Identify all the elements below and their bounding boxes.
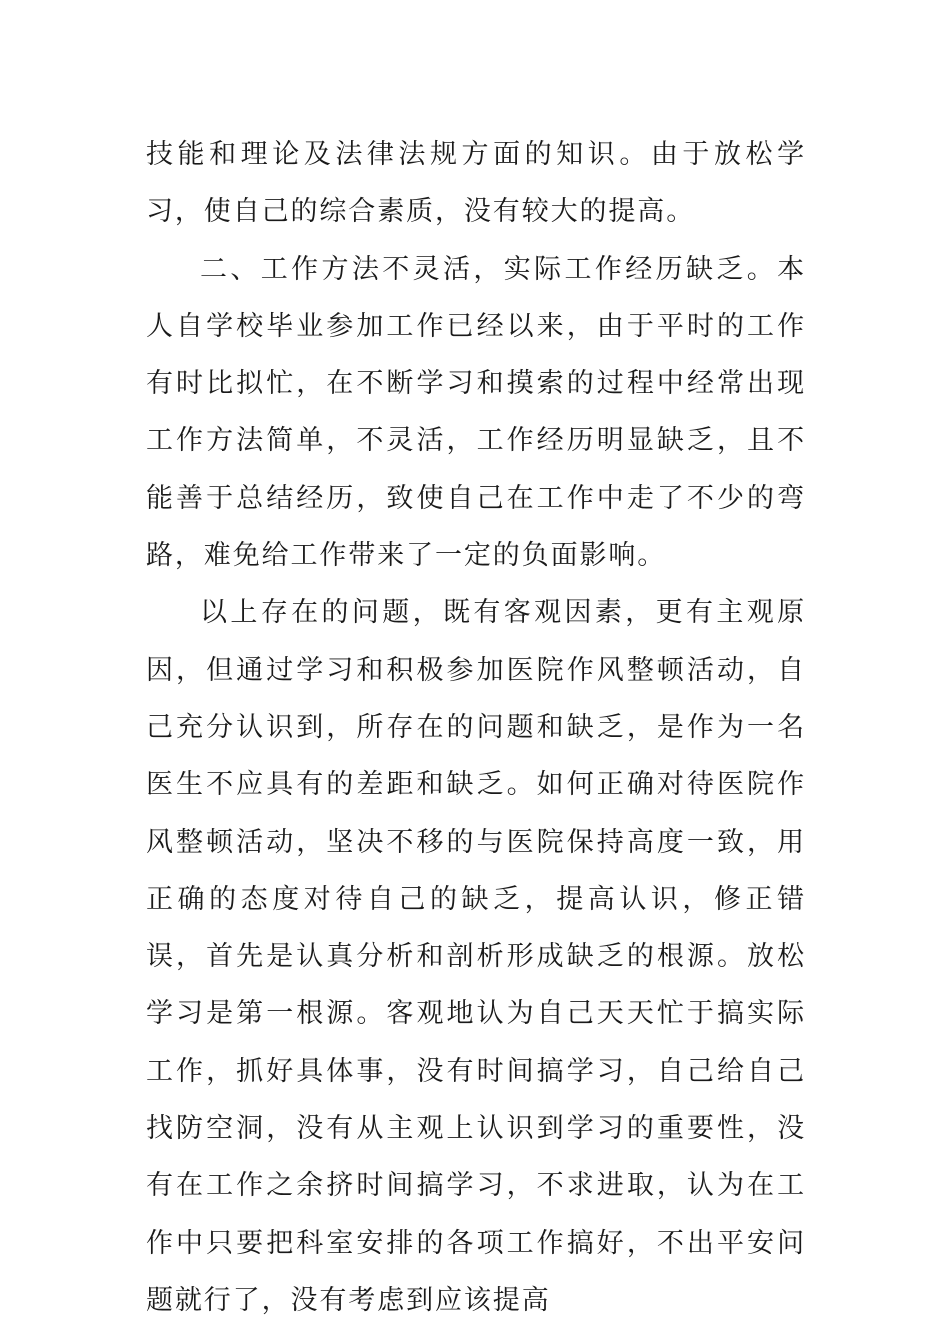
paragraph-work-method: 二、工作方法不灵活，实际工作经历缺乏。本人自学校毕业参加工作已经以来，由于平时的工作有时比拟忙，在不断学习和摸索的过程中经常出现工作方法简单，不灵活，工作经历明显缺乏，且不能善于总结经历，致使自己在工作中走了不少的弯路，难免给工作带来了一定的负面影响。 [146,253,806,572]
paragraph-continuation: 技能和理论及法律法规方面的知识。由于放松学习，使自己的综合素质，没有较大的提高。 [146,139,806,228]
body-text [146,126,806,1329]
paragraph-root-cause: 以上存在的问题，既有客观因素，更有主观原因，但通过学习和积极参加医院作风整顿活动，自己充分认识到，所存在的问题和缺乏，是作为一名医生不应具有的差距和缺乏。如何正确对待医院作风整顿活动，坚决不移的与医院保持高度一致，用正确的态度对待自己的缺乏，提高认识，修正错误，首先是认真分析和剖析形成缺乏的根源。放松学习是第一根源。客观地认为自己天天忙于搞实际工作，抓好具体事，没有时间搞学习，自己给自己找防空洞，没有从主观上认识到学习的重要性，没有在工作之余挤时间搞学习，不求进取，认为在工作中只要把科室安排的各项工作搞好，不出平安问题就行了，没有考虑到应该提高 [146,597,806,1316]
